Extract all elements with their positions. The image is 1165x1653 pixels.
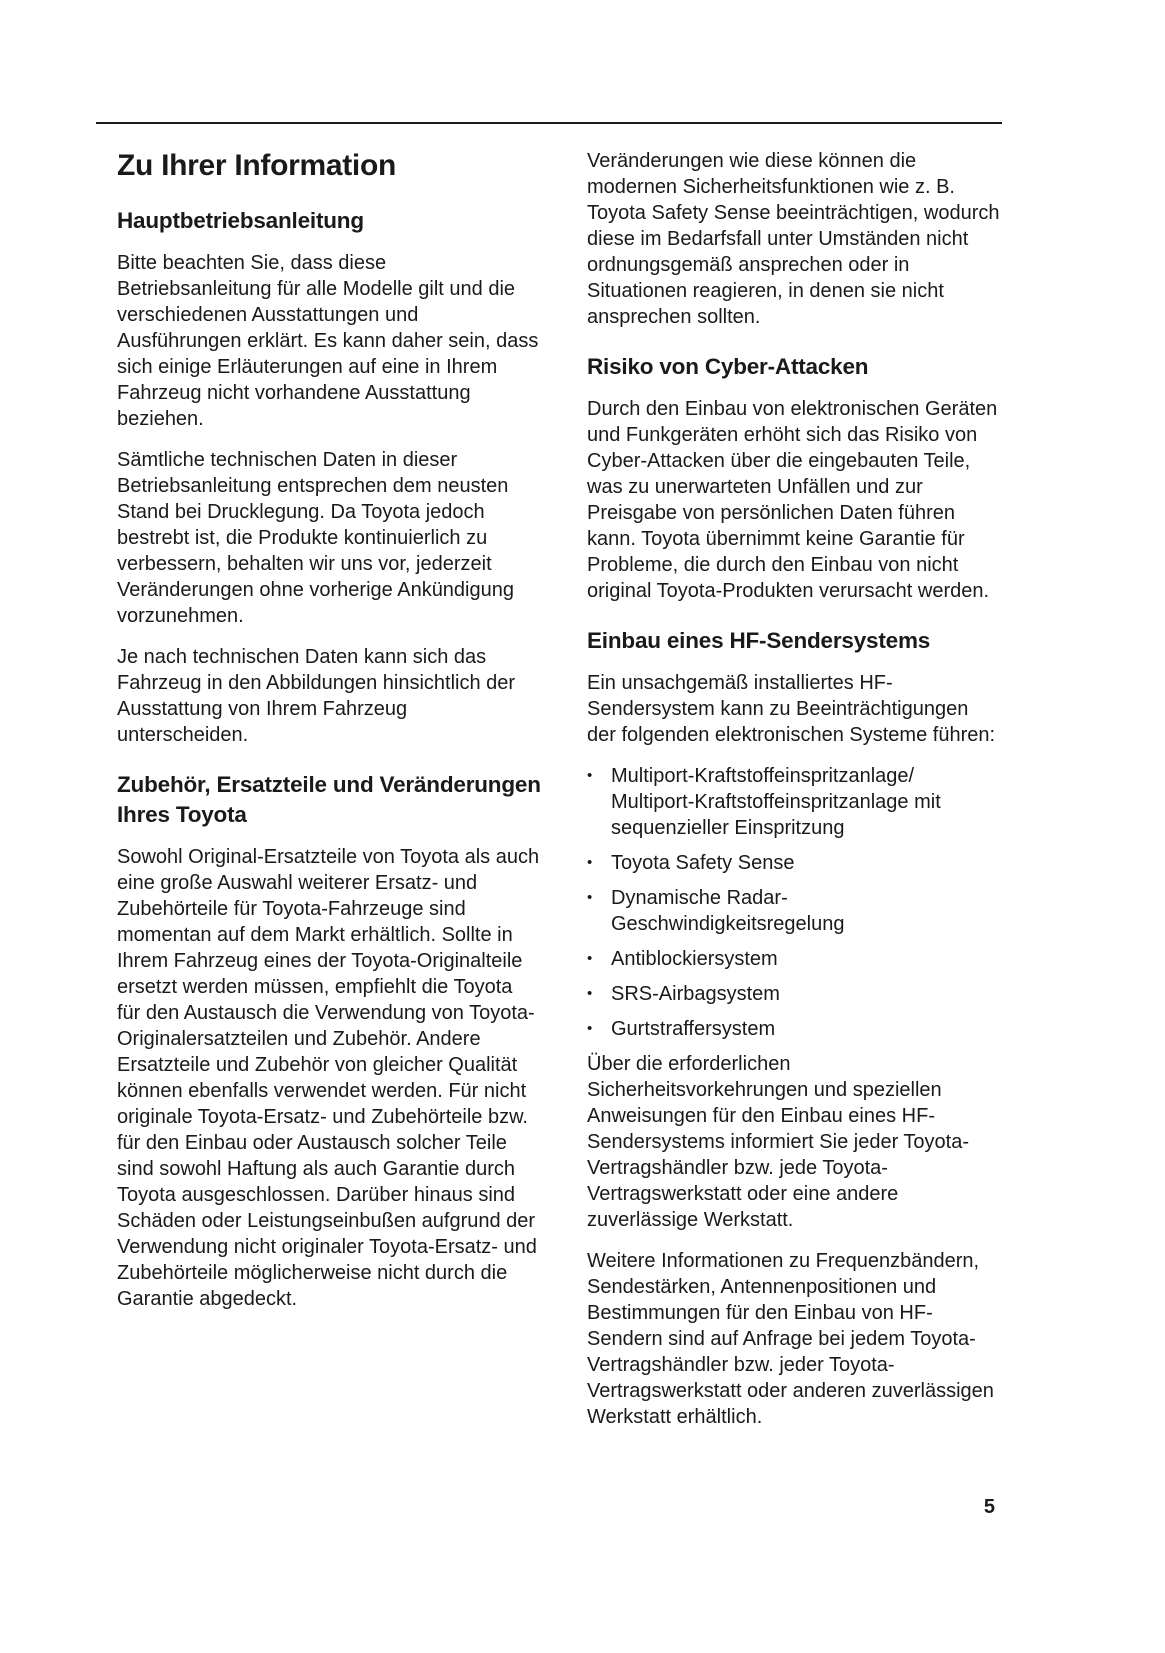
bullet-text: Dynamische Radar-Geschwindigkeitsregelung: [611, 887, 845, 935]
two-column-layout: [96, 124, 1002, 1445]
page-title: Zu Ihrer Information: [117, 149, 397, 182]
bullet-text: SRS-Airbagsystem: [611, 983, 780, 1005]
section-heading-hauptbetriebsanleitung: Hauptbetriebsanleitung: [117, 208, 364, 233]
bullet-text: Toyota Safety Sense: [611, 852, 795, 874]
paragraph: Sowohl Original-Ersatzteile von Toyota als auch eine große Auswahl weiterer Ersatz- und Zubehörteile für Toyota-Fahrzeuge sind momentan auf dem Markt erhältlich. Sollte in Ihrem Fahrzeug eines der Toyota-Originalteile ersetzt werden müssen, empfiehlt die Toyota für den Austausch die Verwendung von Toyota-Originalersatzteilen und Zubehör. Andere Ersatzteile und Zubehör von gleicher Qualität können ebenfalls verwendet werden. Für nicht originale Toyota-Ersatz- und Zubehörteile bzw. für den Einbau oder Austausch solcher Teile sind sowohl Haftung als auch Garantie durch Toyota ausgeschlossen. Darüber hinaus sind Schäden oder Leistungseinbußen aufgrund der Verwendung nicht originaler Toyota-Ersatz- und Zubehörteile möglicherweise nicht durch die Garantie abgedeckt.: [117, 846, 540, 1310]
list-item: [587, 885, 1002, 937]
list-item: [587, 850, 1002, 876]
paragraph: Durch den Einbau von elektronischen Geräten und Funkgeräten erhöht sich das Risiko von Cyber-Attacken über die eingebauten Teile, was zu unerwarteten Unfällen und zur Preisgabe von persönlichen Daten führen kann. Toyota übernimmt keine Garantie für Probleme, die durch den Einbau von nicht original Toyota-Produkten verursacht werden.: [587, 398, 998, 602]
paragraph: Veränderungen wie diese können die modernen Sicherheitsfunktionen wie z. B. Toyota Safety Sense beeinträchtigen, wodurch diese im Bedarfsfall unter Umständen nicht ordnungsgemäß ansprechen oder in Situationen reagieren, in denen sie nicht ansprechen sollten.: [587, 150, 1000, 328]
bullet-text: Multiport-Kraftstoffeinspritzanlage/ Multiport-Kraftstoffeinspritzanlage mit sequenzieller Einspritzung: [611, 765, 941, 839]
paragraph: Sämtliche technischen Daten in dieser Betriebsanleitung entsprechen dem neusten Stand bei Drucklegung. Da Toyota jedoch bestrebt ist, die Produkte kontinuierlich zu verbessern, behalten wir uns vor, jederzeit Veränderungen ohne vorherige Ankündigung vorzunehmen.: [117, 449, 514, 627]
paragraph: Je nach technischen Daten kann sich das Fahrzeug in den Abbildungen hinsichtlich der Ausstattung von Ihrem Fahrzeug unterscheiden.: [117, 646, 516, 746]
bullet-text: Antiblockiersystem: [611, 948, 778, 970]
list-item: [587, 946, 1002, 972]
section-heading-zubehoer: Zubehör, Ersatzteile und Veränderungen Ihres Toyota: [117, 772, 541, 827]
list-item: [587, 981, 1002, 1007]
list-item: [587, 763, 1002, 841]
bullet-icon: •: [587, 950, 593, 967]
page-content: [96, 122, 1002, 1445]
paragraph: Über die erforderlichen Sicherheitsvorkehrungen und speziellen Anweisungen für den Einbau eines HF-Sendersystems informiert Sie jeder Toyota-Vertragshändler bzw. jede Toyota-Vertragswerkstatt oder eine andere zuverlässige Werkstatt.: [587, 1053, 970, 1231]
paragraph: Bitte beachten Sie, dass diese Betriebsanleitung für alle Modelle gilt und die verschiedenen Ausstattungen und Ausführungen erklärt. Es kann daher sein, dass sich einige Erläuterungen auf eine in Ihrem Fahrzeug nicht vorhandene Ausstattung beziehen.: [117, 252, 539, 430]
paragraph: Weitere Informationen zu Frequenzbändern, Sendestärken, Antennenpositionen und Bestimmungen für den Einbau von HF-Sendern sind auf Anfrage bei jedem Toyota-Vertragshändler bzw. jeder Toyota-Vertragswerkstatt oder anderen zuverlässigen Werkstatt erhältlich.: [587, 1250, 994, 1428]
paragraph: Ein unsachgemäß installiertes HF-Sendersystem kann zu Beeinträchtigungen der folgenden elektronischen Systeme führen:: [587, 672, 996, 746]
section-heading-hf-sendersystem: Einbau eines HF-Sendersystems: [587, 628, 931, 653]
bullet-text: Gurtstraffersystem: [611, 1018, 776, 1040]
page-number: 5: [983, 1496, 995, 1518]
section-heading-cyber-attacken: Risiko von Cyber-Attacken: [587, 354, 869, 379]
right-column: [587, 124, 1002, 1445]
bullet-icon: •: [587, 854, 593, 871]
bullet-icon: •: [587, 889, 593, 906]
bullet-icon: •: [587, 1020, 593, 1037]
bullet-icon: •: [587, 767, 593, 784]
left-column: [117, 124, 541, 1445]
bullet-list: [587, 763, 1002, 1042]
bullet-icon: •: [587, 985, 593, 1002]
list-item: [587, 1016, 1002, 1042]
